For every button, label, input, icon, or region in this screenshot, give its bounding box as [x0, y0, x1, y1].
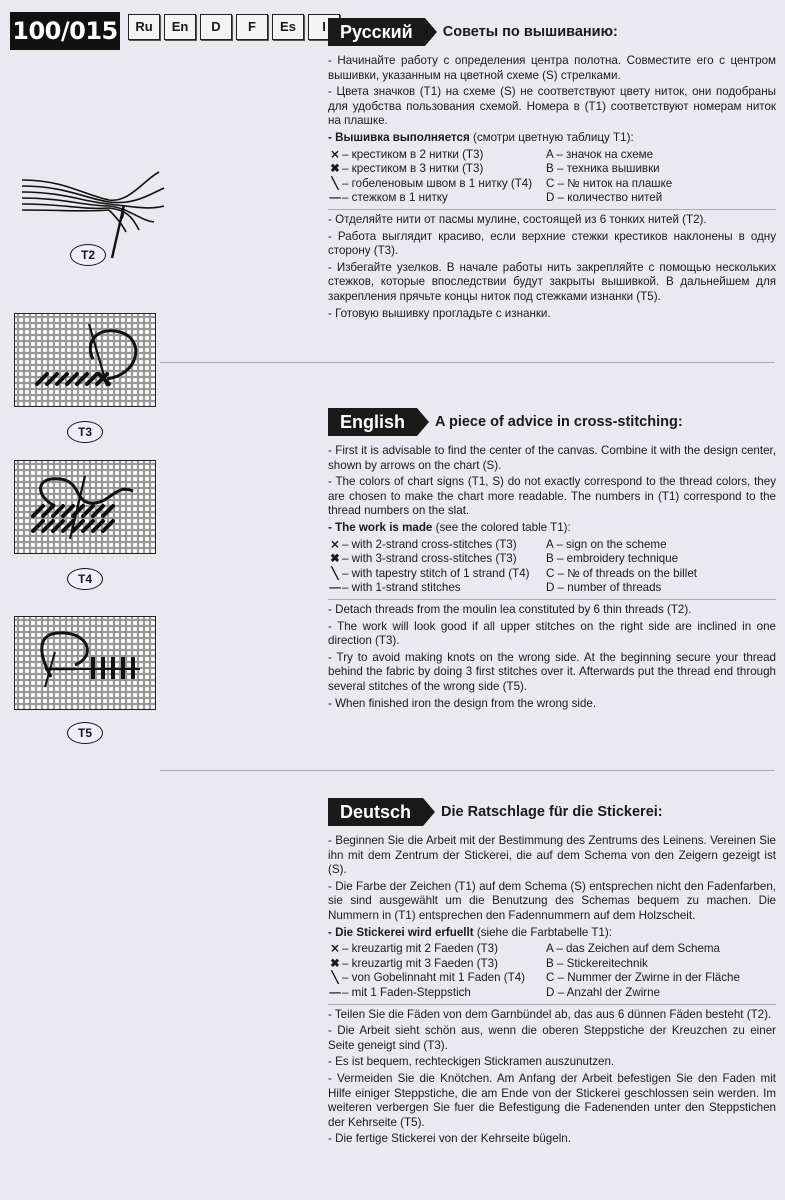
figure-label-t2: T2 — [70, 244, 106, 266]
paragraph: - Detach threads from the moulin lea constituted by 6 thin threads (T2). — [328, 602, 692, 616]
divider — [160, 362, 775, 363]
paragraph: - Teilen Sie die Fäden von dem Garnbündel ab, das aus 6 dünnen Fäden besteht (T2). — [328, 1007, 772, 1021]
legend-item: ⨯ – крестиком в 2 нитки (T3) — [328, 148, 546, 163]
stitch-legend — [328, 538, 776, 596]
cross-bold-icon: ✖ — [330, 552, 340, 566]
legend-item: ╲ – von Gobelinnaht mit 1 Faden (T4) — [328, 971, 546, 986]
paragraph: - The work will look good if all upper stitches on the right side are inclined in one direction (T3). — [328, 619, 776, 648]
paragraph: - Работа выглядит красиво, если верхние стежки крестиков наклонены в одну сторону (T3). — [328, 229, 776, 258]
section-english — [328, 408, 776, 713]
section-english-label: English — [328, 408, 417, 436]
legend-item: C – № of threads on the billet — [546, 566, 698, 580]
section-english-body — [328, 444, 776, 711]
section-russian — [328, 18, 776, 323]
paragraph: - When finished iron the design from the wrong side. — [328, 696, 597, 710]
figure-t4-tapestry-stitch — [14, 460, 156, 554]
divider — [160, 770, 775, 771]
legend-item: —– with 1-strand stitches — [329, 581, 461, 595]
paragraph: - The colors of chart signs (T1, S) do not exactly correspond to the thread colors, they are chosen to make the chart more readable. The numbers in (T1) correspond to the thread numbers on the slat. — [328, 475, 776, 518]
legend-item: D – количество нитей — [546, 191, 663, 205]
paragraph: - Die Arbeit sieht schön aus, wenn die oberen Steppstiche der Kreuzchen zu einer Seite geneigt sind (T3). — [328, 1024, 776, 1052]
stitch-legend — [328, 148, 776, 206]
section-russian-body — [328, 54, 776, 321]
paragraph — [328, 131, 776, 146]
legend-item: C – Nummer der Zwirne in der Fläche — [546, 971, 740, 985]
lang-tab-d: D — [200, 14, 232, 40]
legend-item: B – Stickereitechnik — [546, 956, 648, 970]
lang-tab-i: I — [308, 14, 340, 40]
paragraph: - Es ist bequem, rechteckigen Stickramen auszunutzen. — [328, 1055, 615, 1069]
legend-item: B – техника вышивки — [546, 162, 660, 176]
language-tabs — [128, 14, 340, 40]
intro-bold: - The work is made — [328, 520, 433, 534]
section-english-title: A piece of advice in cross-stitching: — [435, 414, 683, 430]
figure-label-t3: T3 — [67, 421, 103, 443]
diagonal-stitch-icon: ╲ — [331, 566, 339, 580]
section-russian-header — [328, 18, 776, 46]
show-through-text — [170, 70, 320, 84]
section-deutsch-header — [328, 798, 776, 826]
figure-t5-securing-thread — [14, 616, 156, 710]
legend-item: ╲ – гобеленовым швом в 1 нитку (T4) — [328, 177, 546, 192]
legend-item: ⨯ – kreuzartig mit 2 Faeden (T3) — [328, 942, 546, 957]
legend-item: A – sign on the scheme — [546, 537, 667, 551]
diagonal-stitch-icon: ╲ — [331, 176, 339, 190]
product-code: 100/015 — [10, 12, 120, 50]
straight-stitch-icon: — — [329, 191, 341, 205]
paragraph — [328, 926, 776, 941]
figure-label-t4: T4 — [67, 568, 103, 590]
cross-hatched-icon: ⨯ — [330, 537, 340, 551]
lang-tab-f: F — [236, 14, 268, 40]
intro-bold: - Die Stickerei wird erfuellt — [328, 925, 474, 939]
section-english-header — [328, 408, 776, 436]
intro-rest: (смотри цветную таблицу T1): — [469, 130, 634, 144]
paragraph: - First it is advisable to find the center of the canvas. Combine it with the design center, shown by arrows on the chart (S). — [328, 444, 776, 472]
paragraph: - Готовую вышивку прогладьте с изнанки. — [328, 306, 551, 320]
figure-t3-cross-stitch — [14, 313, 156, 407]
legend-item: D – Anzahl der Zwirne — [546, 985, 661, 999]
section-russian-label: Русский — [328, 18, 425, 46]
intro-rest: (see the colored table T1): — [432, 520, 571, 534]
legend-item: B – embroidery technique — [546, 552, 679, 566]
section-deutsch — [328, 798, 776, 1149]
section-deutsch-label: Deutsch — [328, 798, 423, 826]
section-deutsch-title: Die Ratschlage für die Stickerei: — [441, 804, 663, 820]
cross-hatched-icon: ⨯ — [330, 942, 340, 956]
legend-item: C – № ниток на плашке — [546, 176, 673, 190]
cross-hatched-icon: ⨯ — [330, 147, 340, 161]
intro-bold: - Вышивка выполняется — [328, 130, 470, 144]
paragraph: - Отделяйте нити от пасмы мулине, состоящей из 6 тонких нитей (T2). — [328, 212, 707, 226]
divider — [328, 1004, 776, 1005]
cross-bold-icon: ✖ — [330, 162, 340, 176]
legend-item: ✖ – kreuzartig mit 3 Faeden (T3) — [328, 957, 546, 972]
paragraph: - Цвета значков (T1) на схеме (S) не соответствуют цвету ниток, они подобраны для удобства пользования схемой. Номера в (T1) соответствуют номерам ниток на плашке. — [328, 85, 776, 128]
stitch-legend — [328, 942, 776, 1000]
paragraph: - Избегайте узелков. В начале работы нить закрепляйте с помощью нескольких стежков, которые впоследствии будут закрыты вышивкой. В дальнейшем для закрепления прячьте концы ниток под стежками изнанки (T5). — [328, 260, 776, 303]
diagonal-stitch-icon: ╲ — [331, 971, 339, 985]
paragraph: - Vermeiden Sie die Knötchen. Am Anfang der Arbeit befestigen Sie den Faden mit Hilfe einiger Steppstiche, die am Ende von der Stickerei geschlossen sein werden. Im weiteren verbergen Sie fuer die Befestigung die Fadenenden unter den Steppstichen der Kehrseite (T5). — [328, 1071, 776, 1129]
legend-item: ╲ – with tapestry stitch of 1 strand (T4) — [328, 567, 546, 582]
paragraph: - Try to avoid making knots on the wrong side. At the beginning secure your thread behind the fabric by doing 3 first stitches over it. Afterwards put the thread end through several stitches of the wrong side (T5). — [328, 650, 776, 693]
intro-rest: (siehe die Farbtabelle T1): — [473, 925, 612, 939]
legend-item: —– mit 1 Faden-Steppstich — [329, 985, 471, 999]
legend-item: ✖ – крестиком в 3 нитки (T3) — [328, 162, 546, 177]
section-deutsch-body — [328, 834, 776, 1147]
legend-item: —– стежком в 1 нитку — [329, 191, 448, 205]
lang-tab-ru: Ru — [128, 14, 160, 40]
legend-item: A – das Zeichen auf dem Schema — [546, 942, 721, 956]
legend-item: D – number of threads — [546, 581, 662, 595]
straight-stitch-icon: — — [329, 581, 341, 595]
paragraph: - Die fertige Stickerei von der Kehrseite bügeln. — [328, 1132, 571, 1146]
legend-item: A – значок на схеме — [546, 147, 654, 161]
paragraph: - Начинайте работу с определения центра полотна. Совместите его с центром вышивки, указанным на цветной схеме (S) стрелками. — [328, 54, 776, 82]
lang-tab-en: En — [164, 14, 196, 40]
paragraph: - Die Farbe der Zeichen (T1) auf dem Schema (S) entsprechen nicht den Fadenfarben, sie sind ausgewählt um die Benutzung des Schemas bequem zu machen. Die Nummern in (T1) entsprechen den Fadennummern auf dem Holzscheit. — [328, 879, 776, 922]
straight-stitch-icon: — — [329, 985, 341, 999]
paragraph — [328, 521, 776, 536]
legend-item: ✖ – with 3-strand cross-stitches (T3) — [328, 552, 546, 567]
section-russian-title: Советы по вышиванию: — [442, 24, 618, 40]
divider — [328, 599, 776, 600]
cross-bold-icon: ✖ — [330, 956, 340, 970]
divider — [328, 209, 776, 210]
figure-label-t5: T5 — [67, 722, 103, 744]
legend-item: ⨯ – with 2-strand cross-stitches (T3) — [328, 538, 546, 553]
paragraph: - Beginnen Sie die Arbeit mit der Bestimmung des Zentrums des Leinens. Vereinen Sie ihn mit dem Zentrum der Stickerei, die auf dem Schema von den Zeigern gezeigt ist (S). — [328, 834, 776, 877]
lang-tab-es: Es — [272, 14, 304, 40]
